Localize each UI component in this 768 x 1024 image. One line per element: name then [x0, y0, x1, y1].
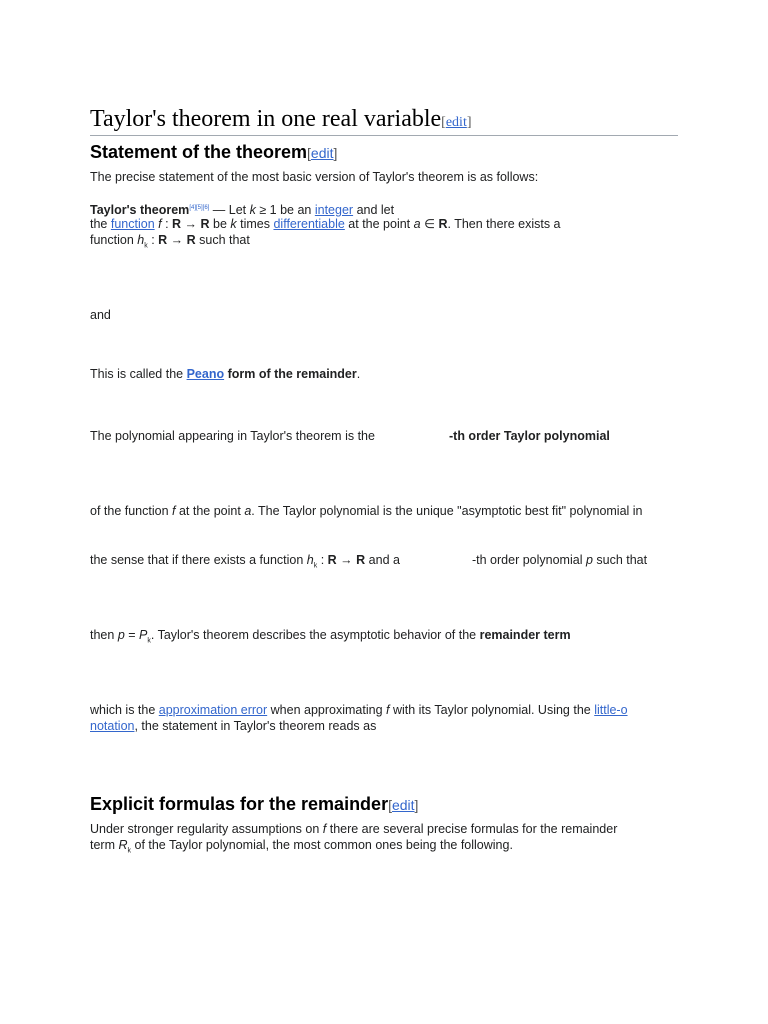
- text: and a: [365, 553, 400, 567]
- and-text: and: [90, 308, 111, 322]
- unique-paragraph: [90, 503, 643, 519]
- page-title-text: Taylor's theorem in one real variable: [90, 106, 442, 132]
- arrow: →: [181, 217, 201, 231]
- which-paragraph-line-2: [90, 718, 376, 734]
- text: the: [90, 217, 111, 231]
- text: at the point: [175, 504, 245, 518]
- edit-link-statement[interactable]: edit: [310, 145, 334, 161]
- var-f: f: [386, 703, 390, 717]
- reals-symbol: R: [158, 233, 168, 247]
- var-h: h: [137, 233, 145, 247]
- taylor-polynomial-term: [449, 428, 610, 444]
- text: term: [90, 838, 119, 852]
- theorem-line-2: [90, 216, 561, 232]
- approximation-error-link[interactable]: approximation error: [158, 703, 268, 717]
- section-heading-text: Statement of the theorem: [90, 142, 308, 162]
- which-paragraph-line-1: [90, 702, 628, 718]
- arrow: →: [336, 553, 357, 567]
- var-f: f: [322, 822, 327, 836]
- subscript-k: k: [313, 562, 318, 570]
- var-k: k: [249, 203, 256, 218]
- intro-paragraph: The precise statement of the most basic version of Taylor's theorem is as follows:: [90, 170, 539, 184]
- var-P: P: [139, 628, 148, 642]
- subscript-k: k: [144, 242, 148, 250]
- text: of the function: [90, 504, 173, 518]
- text: . The Taylor polynomial is the unique "asymptotic best fit" polynomial in: [251, 504, 643, 518]
- text: there are several precise formulas for the remainder: [326, 822, 618, 836]
- sense-paragraph: [90, 552, 400, 575]
- text: -th order polynomial: [472, 553, 586, 567]
- text: This is called the: [90, 367, 187, 381]
- text: , the statement in Taylor's theorem reads as: [134, 719, 377, 733]
- integer-link[interactable]: integer: [314, 203, 354, 218]
- var-k: k: [230, 217, 237, 231]
- text: :: [161, 217, 173, 231]
- text: . Then there exists a: [447, 217, 561, 231]
- then-paragraph: [90, 627, 571, 650]
- text: such that: [195, 233, 250, 247]
- text: Under stronger regularity assumptions on: [90, 822, 323, 836]
- text: — Let: [209, 203, 250, 218]
- reals-symbol: R: [172, 217, 182, 231]
- edit-wrapper: [edit]: [307, 145, 338, 161]
- var-f: f: [158, 217, 162, 231]
- text: =: [124, 628, 140, 642]
- text: of the Taylor polynomial, the most common ones being the following.: [131, 838, 513, 852]
- text: .: [356, 367, 361, 381]
- var-R: R: [118, 838, 128, 852]
- text: times: [236, 217, 274, 231]
- text: function: [90, 233, 138, 247]
- text: ∈: [420, 217, 439, 231]
- text: when approximating: [267, 703, 386, 717]
- text: :: [317, 553, 328, 567]
- bold-text: form of the remainder: [224, 367, 357, 381]
- var-h: h: [306, 553, 314, 567]
- var-p: p: [585, 553, 593, 567]
- arrow: →: [167, 233, 187, 247]
- section-heading-explicit-formulas: [90, 794, 418, 815]
- text: with its Taylor polynomial. Using the: [389, 703, 595, 717]
- text: then: [90, 628, 118, 642]
- sense-paragraph-end: [472, 552, 647, 568]
- peano-paragraph: [90, 366, 360, 382]
- text: which is the: [90, 703, 159, 717]
- var-p: p: [117, 628, 125, 642]
- edit-section-link-wrapper: [edit]: [441, 115, 472, 130]
- title-divider: [90, 135, 678, 136]
- edit-link-title[interactable]: edit: [445, 115, 467, 130]
- subscript-k: k: [147, 637, 151, 645]
- citation-links[interactable]: [4][5][6]: [189, 205, 210, 211]
- reals-symbol: R: [200, 217, 210, 231]
- explicit-paragraph-line-1: [90, 821, 617, 837]
- var-a: a: [244, 504, 252, 518]
- explicit-paragraph-line-2: [90, 837, 513, 860]
- theorem-label: Taylor's theorem: [90, 203, 190, 218]
- text: such that: [592, 553, 648, 567]
- reals-symbol: R: [186, 233, 196, 247]
- reals-symbol: R: [438, 217, 448, 231]
- differentiable-link[interactable]: differentiable: [273, 217, 345, 231]
- section-heading-statement: [90, 142, 337, 163]
- section-heading-text: Explicit formulas for the remainder: [90, 794, 389, 814]
- theorem-line-3: [90, 232, 250, 255]
- bold-text: -th order Taylor polynomial: [449, 429, 610, 443]
- edit-link-explicit-formulas[interactable]: edit: [391, 797, 415, 813]
- var-a: a: [413, 217, 421, 231]
- text: . Taylor's theorem describes the asymptotic behavior of the: [150, 628, 480, 642]
- page-title: [90, 106, 472, 133]
- reals-symbol: R: [356, 553, 366, 567]
- text: :: [147, 233, 159, 247]
- text: at the point: [344, 217, 414, 231]
- peano-link[interactable]: Peano: [186, 367, 225, 381]
- text: ≥ 1 be an: [255, 203, 315, 218]
- reals-symbol: R: [327, 553, 337, 567]
- text: the sense that if there exists a function: [90, 553, 307, 567]
- polynomial-paragraph: The polynomial appearing in Taylor's theorem is the: [90, 429, 375, 443]
- bold-text: remainder term: [479, 628, 571, 642]
- text: be: [209, 217, 231, 231]
- subscript-k: k: [127, 847, 132, 855]
- edit-wrapper: [edit]: [388, 797, 419, 813]
- notation-link[interactable]: notation: [90, 719, 135, 733]
- little-o-link[interactable]: little-o: [594, 703, 628, 717]
- text: and let: [353, 203, 395, 218]
- function-link[interactable]: function: [110, 217, 155, 231]
- var-f: f: [172, 504, 176, 518]
